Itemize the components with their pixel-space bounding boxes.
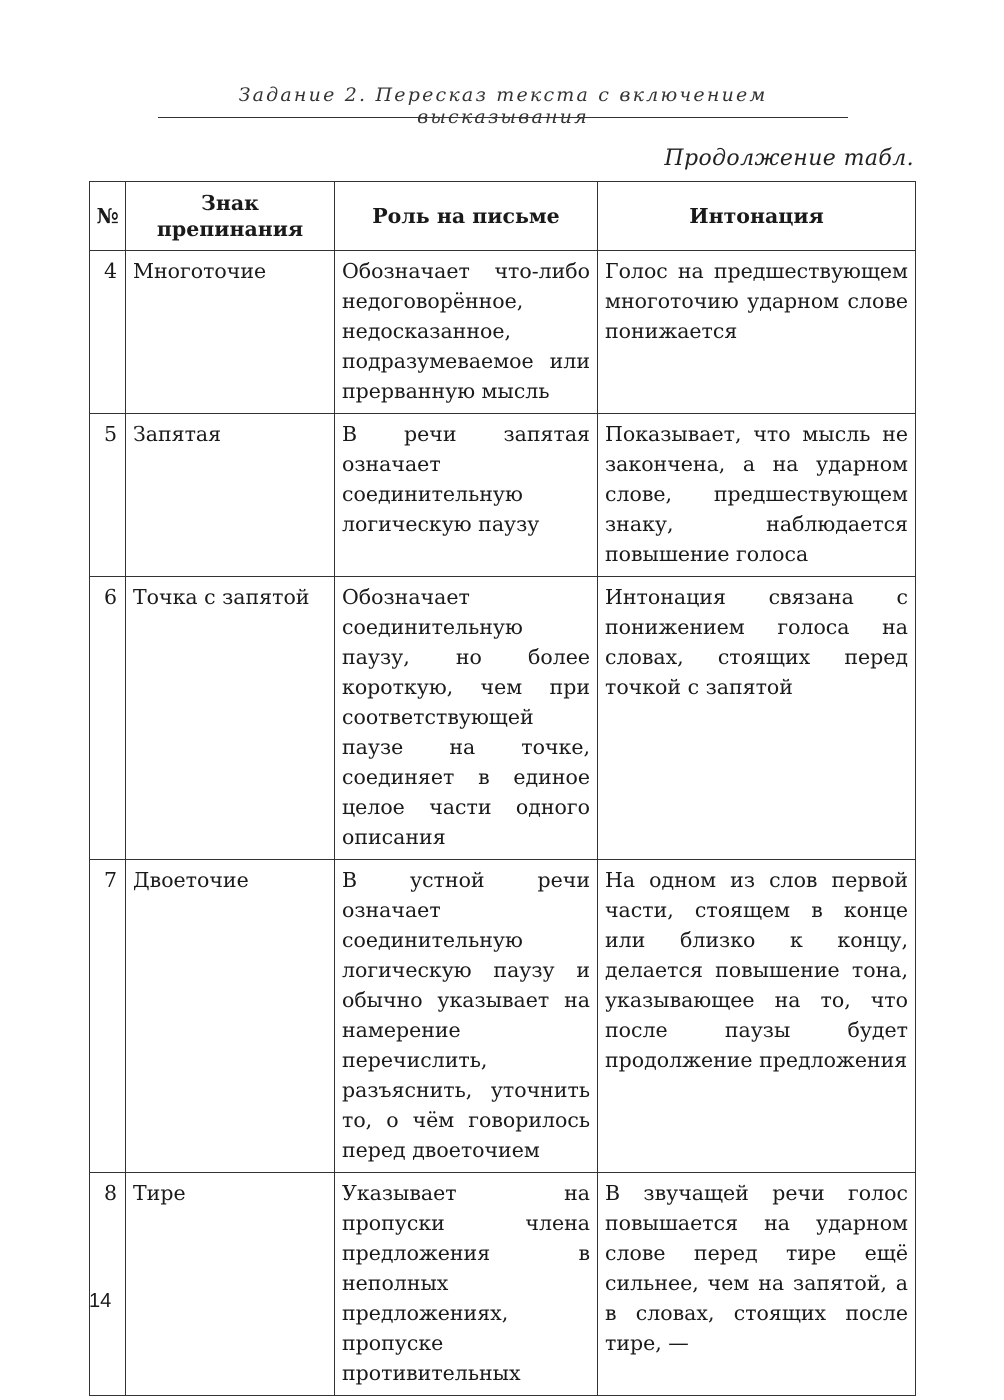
table-row xyxy=(90,1173,916,1396)
row-intonation: Интонация связана с понижением голоса на словах, стоящих перед точкой с запятой xyxy=(598,577,916,860)
header-role: Роль на письме xyxy=(335,182,598,251)
table-row xyxy=(90,414,916,577)
header-rule xyxy=(158,117,848,118)
row-intonation: Голос на предшествующем многоточию ударном слове понижается xyxy=(598,251,916,414)
row-intonation: Показывает, что мысль не закончена, а на ударном слове, предшествующем знаку, наблюдается повышение голоса xyxy=(598,414,916,577)
row-sign: Многоточие xyxy=(126,251,335,414)
header-intonation: Интонация xyxy=(598,182,916,251)
row-role: В речи запятая означает соединительную логическую паузу xyxy=(335,414,598,577)
table-row xyxy=(90,860,916,1173)
row-number: 5 xyxy=(90,414,126,577)
row-number: 7 xyxy=(90,860,126,1173)
row-sign: Запятая xyxy=(126,414,335,577)
table-row xyxy=(90,577,916,860)
row-intonation: В звучащей речи голос повышается на ударном слове перед тире ещё сильнее, чем на запятой, а в словах, стоящих после тире, — xyxy=(598,1173,916,1396)
table-row xyxy=(90,251,916,414)
row-sign: Точка с запятой xyxy=(126,577,335,860)
row-sign: Тире xyxy=(126,1173,335,1396)
row-role: Указывает на пропуски члена предложения в неполных предложениях, пропуске противительных xyxy=(335,1173,598,1396)
running-header: Задание 2. Пересказ текста с включением высказывания xyxy=(238,84,768,128)
header-sign: Знак препинания xyxy=(126,182,335,251)
header-number: № xyxy=(90,182,126,251)
page-number: 14 xyxy=(89,1290,112,1312)
table-caption: Продолжение табл. xyxy=(664,146,914,171)
table-header-row xyxy=(90,182,916,251)
row-number: 4 xyxy=(90,251,126,414)
row-number: 8 xyxy=(90,1173,126,1396)
punctuation-table xyxy=(89,181,916,1396)
row-number: 6 xyxy=(90,577,126,860)
row-role: Обозначает соединительную паузу, но более короткую, чем при соответствующей паузе на точке, соединяет в единое целое части одного описания xyxy=(335,577,598,860)
row-sign: Двоеточие xyxy=(126,860,335,1173)
row-role: Обозначает что-либо недоговорённое, недосказанное, подразумеваемое или прерванную мысль xyxy=(335,251,598,414)
row-intonation: На одном из слов первой части, стоящем в конце или близко к концу, делается повышение тона, указывающее на то, что после паузы будет продолжение предложения xyxy=(598,860,916,1173)
row-role: В устной речи означает соединительную логическую паузу и обычно указывает на намерение перечислить, разъяснить, уточнить то, о чём говорилось перед двоеточием xyxy=(335,860,598,1173)
